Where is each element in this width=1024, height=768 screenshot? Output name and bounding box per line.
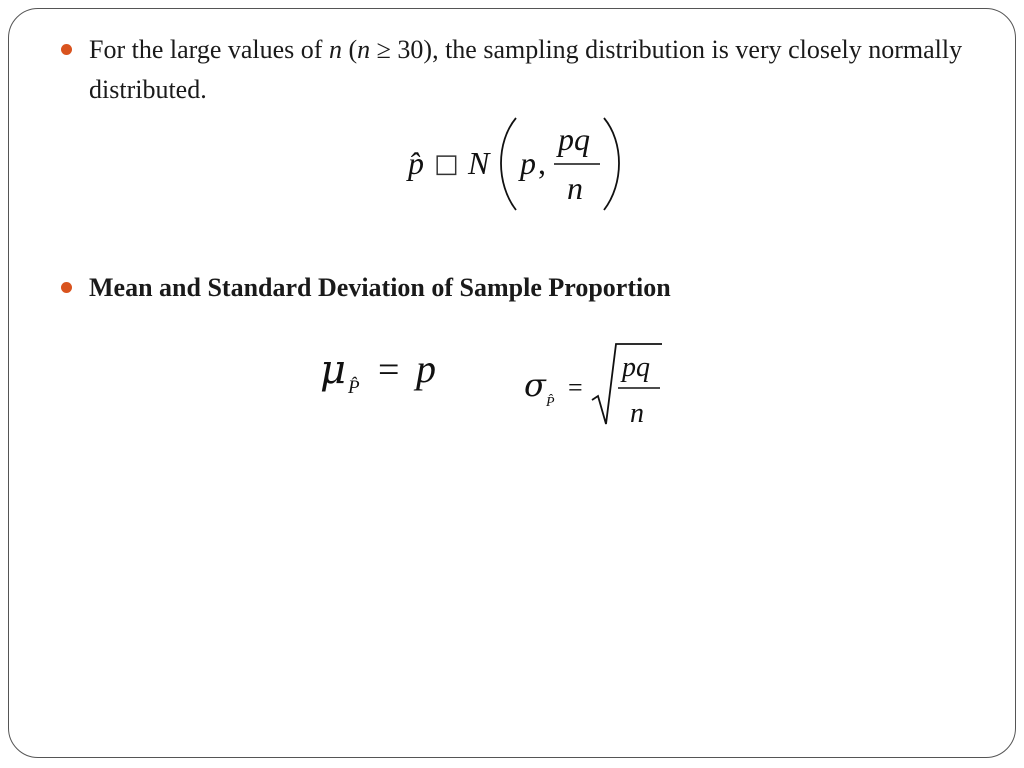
right-paren: [604, 118, 619, 210]
variable-n: n: [357, 35, 371, 64]
equals-sign: =: [568, 373, 583, 402]
equals-sign: =: [378, 349, 400, 391]
sd-subscript: P̂: [546, 395, 555, 410]
mean-formula: [318, 345, 458, 401]
left-paren: [501, 118, 516, 210]
distribution-formula: [400, 112, 630, 216]
text-segment: (: [341, 35, 358, 64]
bullet-dot: [61, 282, 72, 293]
tilde-placeholder-glyph: □: [434, 149, 459, 179]
bullet-dot: [61, 44, 72, 55]
sigma-symbol: σ: [524, 366, 546, 404]
mean-p: p: [520, 145, 536, 181]
numerator-pq: pq: [558, 121, 590, 157]
text-segment: For the large values of: [89, 35, 329, 64]
denominator-n: n: [630, 398, 644, 429]
rhs-p: p: [416, 346, 436, 391]
mu-symbol: μ: [320, 347, 346, 393]
denominator-n: n: [567, 170, 583, 206]
bullet-heading-mean-sd: Mean and Standard Deviation of Sample Proportion: [89, 273, 671, 302]
mean-subscript: P̂: [348, 377, 360, 398]
comma: ,: [538, 145, 546, 181]
numerator-pq: pq: [622, 352, 650, 383]
variable-n: n: [328, 35, 342, 64]
sd-formula: [520, 338, 670, 432]
text-segment: ≥ 30), the sampling distribution is very closely normally distributed.: [89, 35, 963, 104]
bullet-text-large-n: [89, 30, 1004, 110]
p-hat: p̂: [408, 145, 424, 181]
normal-N: N: [468, 145, 490, 181]
